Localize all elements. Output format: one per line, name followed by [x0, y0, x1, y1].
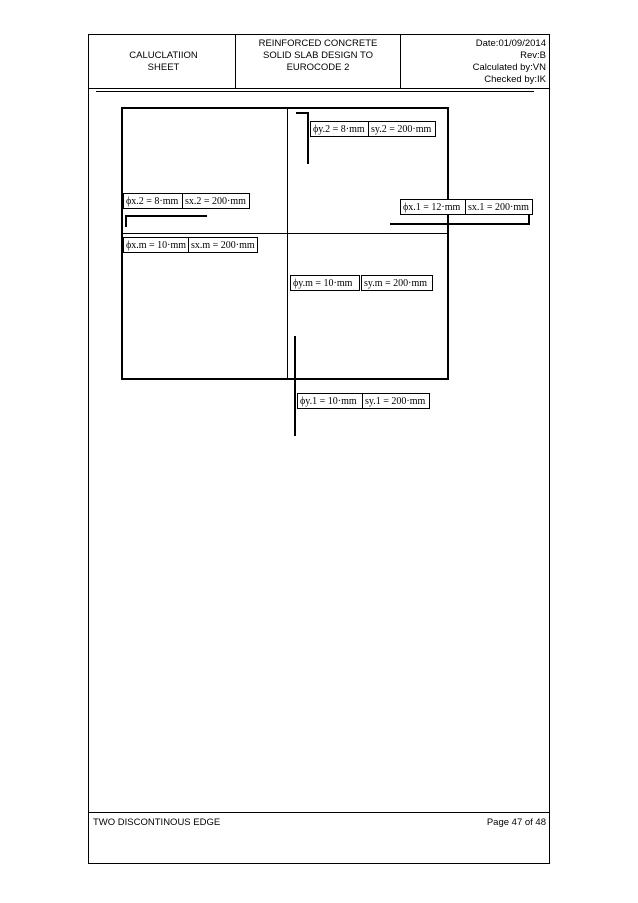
slab-horizontal-midline [121, 233, 449, 234]
footer-left-text: TWO DISCONTINOUS EDGE [93, 817, 221, 828]
page-number: Page 47 of 48 [486, 817, 546, 828]
label-s-ym: sy.m = 200·mm [361, 275, 433, 291]
date: Date:01/09/2014 [475, 38, 546, 49]
label-s-x1: sx.1 = 200·mm [465, 199, 533, 215]
label-s-y1: sy.1 = 200·mm [362, 393, 430, 409]
revision: Rev:B [520, 50, 546, 61]
sheet-title: CALUCLATIION SHEET [129, 50, 198, 73]
bar-x2-hook [125, 215, 127, 227]
label-s-x2: sx.2 = 200·mm [182, 193, 250, 209]
bar-y2-vertical [307, 112, 309, 164]
bar-ym-vertical [294, 336, 296, 436]
label-phi-y2: ϕy.2 = 8·mm [310, 121, 369, 137]
label-phi-xm: ϕx.m = 10·mm [123, 237, 189, 253]
label-phi-y1: ϕy.1 = 10·mm [297, 393, 363, 409]
bar-x1-horizontal [390, 223, 530, 225]
body-top-line [96, 91, 534, 92]
bar-x2-horizontal [125, 215, 207, 217]
label-s-y2: sy.2 = 200·mm [368, 121, 436, 137]
label-phi-x1: ϕx.1 = 12·mm [400, 199, 466, 215]
header-divider-2 [400, 34, 401, 89]
slab-vertical-midline [287, 107, 288, 380]
checked-by: Checked by:IK [484, 74, 546, 85]
label-s-xm: sx.m = 200·mm [188, 237, 258, 253]
design-title: REINFORCED CONCRETE SOLID SLAB DESIGN TO EUROCODE 2 [258, 38, 378, 73]
calculated-by: Calculated by:VN [472, 62, 546, 73]
label-phi-x2: ϕx.2 = 8·mm [123, 193, 183, 209]
label-phi-ym: ϕy.m = 10·mm [290, 275, 360, 291]
